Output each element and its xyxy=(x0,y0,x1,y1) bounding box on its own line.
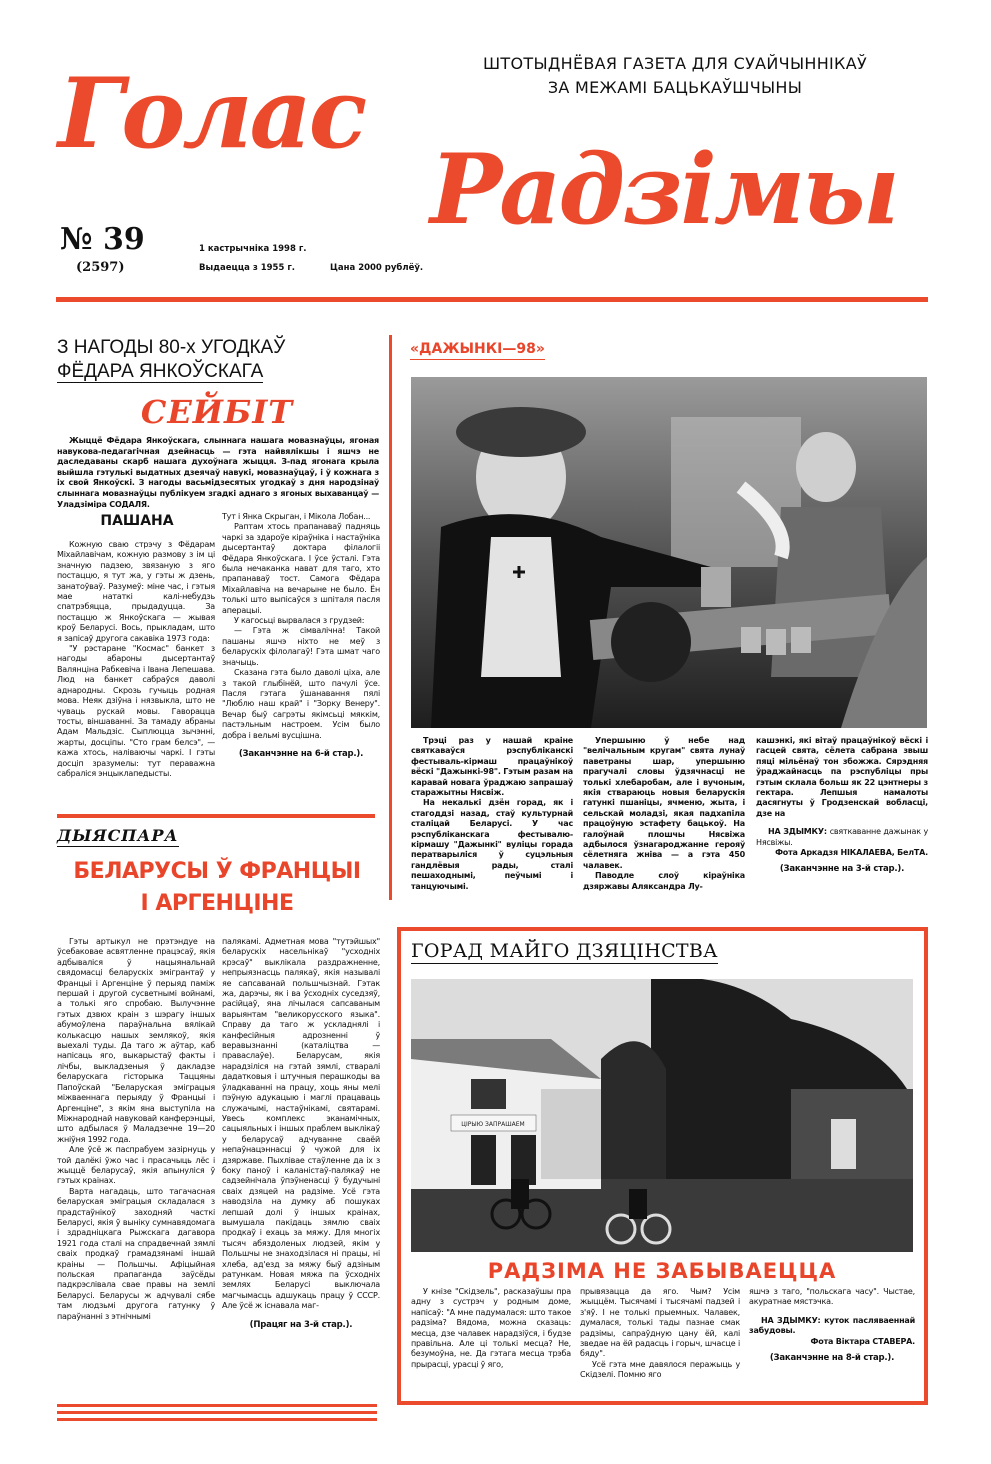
issue-date: 1 кастрычніка 1998 г. xyxy=(199,244,307,254)
paragraph: Гэты артыкул не прэтэндуе на ўсебаковае асвятленне працэсаў, якія адбываліся ў нацыянальнай свядомасці беларускіх эмігрантаў у Францыі і Аргенціне ў перыяд паміж першай і другой сусветнымі войнамі, а толькі яго спробаю. Вылучэнне гэтых дзвюх краін з шэрагу іншых абумоўлена параўнальна вялікай колькасцю нашых землякоў, якія выехалі туды. Да таго ж аўтар, каб напісаць яго, выкарыстаў факты і лічбы, выкладзеныя ў дакладзе беларускага гісторыка Таццяны Папоўскай "Беларуская эміграцыя міжваеннага перыяду ў Францыі і Аргенціне", з якім яна выступіла на Міжнароднай навуковай канферэнцыі, што адбылася ў Маладзечне 19—20 жніўня 1992 года. xyxy=(57,937,215,1144)
gorad-photo-credit: Фота Віктара СТАВЕРА. xyxy=(810,1336,915,1346)
paragraph: кашэнкі, які вітаў працаўнікоў вёскі і гасцей свята, сёлета сабрана звыш пяці мільёнаў тон збожжа. Сярэдняя ўраджайнасць па рэспубліцы пры гэтым склала больш як 22 цэнтнеры з гектара. Лепшыя намалоты дасягнуты ў Гродзенскай вобласці, дзе на xyxy=(756,736,928,818)
kicker-line2: ФЁДАРА ЯНКОЎСКАГА xyxy=(57,361,264,382)
issue-total: (2597) xyxy=(76,260,125,275)
kicker-line1: З НАГОДЫ 80-х УГОДКАЎ xyxy=(57,337,286,358)
issue-number: № 39 xyxy=(60,222,145,257)
headline-line1: БЕЛАРУСЫ Ў ФРАНЦЫІ xyxy=(73,859,361,884)
caption-text: куток пасляваеннай забудовы. xyxy=(749,1315,915,1336)
issue-price: Цана 2000 рублёў. xyxy=(330,263,424,273)
paragraph: "У рэстаране "Космас" банкет з нагоды абароны дысертантаў Валянціна Рабкевіча і Івана Лепешава. Люд на банкет сабраўся даволі аднародны. Скрозь гучыць родная мова. Неяк дзіўна і нязвыкла, што не чуваць рускай мовы. Гаворацца тосты, віншаванні. За тамаду абраны Адам Мальдзіс. Сыплюцца зычэнні, жарты, досціпы. "Сто грам белсэ", — кажа хтось, наліваючы чаркі. І гэты досціп зразумелы: тут пераважна сабраліся энцыклапедысты. xyxy=(57,644,215,778)
paragraph: Але ўсё ж паспрабуем зазірнуць у той далёкі ўжо час і прасачыць лёс і жыццё беларусаў, якія апынуліся ў гэтых краінах. xyxy=(57,1145,215,1186)
masthead-title-radzimy: Радзімы xyxy=(430,133,897,246)
diaspora-headline xyxy=(52,856,382,920)
published-since: Выдаецца з 1955 г. xyxy=(199,263,296,273)
paragraph: Трэці раз у нашай краіне святкаваўся рэспубліканскі фестываль-кірмаш працаўнікоў вёскі "Дажынкі-98". Гэтым разам на каравай новага ўраджаю запрашаў старажытны Нясвіж. xyxy=(411,736,573,798)
diaspora-kicker: ДЫЯСПАРА xyxy=(57,826,179,845)
gorad-col3 xyxy=(749,1287,915,1395)
paragraph: — Гэта ж сімвалічна! Такой пашаны яшчэ ніхто не меў з беларускіх філолагаў! Гэта шмат чаго значыць. xyxy=(222,626,380,667)
paragraph: Варта нагадаць, што тагачасная беларуская эміграцыя складалася з прадстаўнікоў заходняй часткі Беларусі, якія ў выніку сумнавядомага і здрадніцкага Рыжскага дагавора 1921 года сталі на спрадвечнай зямлі сваіх продкаў грамадзянамі іншай краіны — Польшчы. Афіцыйная польская прапаганда заўсёды падкрэслівала свае правы на землі Беларусі. Беларусы ж адчувалі сябе там людзьмі другога гатунку ў параўнанні з этнічнымі xyxy=(57,1186,215,1321)
seibit-subhead: ПАШАНА xyxy=(100,513,174,529)
seibit-col1 xyxy=(57,540,215,802)
seibit-kicker xyxy=(57,336,357,384)
paragraph: Упершыню ў небе над "велічальным кругам" свята лунаў паветраны шар, упершыню прагучалі словы ўдзячнасці не толькі хлебаробам, але і вучоным, якія ствараюць новыя беларускія гатункі пшаніцы, ячменю, жыта, і сельскай моладзі, якая падхапіла працоўную эстафету бацькоў. На галоўнай плошчы Нясвіжа адбылося ўзнагароджанне герояў сёлетняга жніва — а гэта 450 чалавек. xyxy=(583,736,745,870)
paragraph: Сказана гэта было даволі ціха, але з такой глыбінёй, што пачулі ўсе. Пасля гэтага ўшанавання пялі "Люблю наш край" і "Зорку Венеру". Вечар быў сагрэты якімсьці мяккім, пастэльным настроем. Усім было добра і вельмі вусцішна. xyxy=(222,668,380,740)
bottom-rules xyxy=(57,1404,377,1421)
paragraph: Усё гэта мне давялося перажыць у Скідзелі. Помню яго xyxy=(580,1359,740,1380)
seibit-lead xyxy=(57,436,379,508)
dazhynki-photo-caption xyxy=(756,827,928,848)
tagline-line2: ЗА МЕЖАМІ БАЦЬКАЎШЧЫНЫ xyxy=(547,78,803,97)
masthead-tagline xyxy=(440,52,910,100)
diaspora-continued: (Працяг на 3-й стар.). xyxy=(249,1319,353,1330)
paragraph: У кагосьці вырвалася з грудзей: xyxy=(234,616,365,626)
paragraph: яшчэ з таго, "польскага часу". Чыстае, акуратнае мястэчка. xyxy=(749,1287,915,1307)
diaspora-col2 xyxy=(222,937,380,1397)
dazhynki-col3 xyxy=(756,736,928,916)
masthead-divider xyxy=(56,297,928,302)
caption-text: святкаванне дажынак у Нясвіжы. xyxy=(756,827,928,847)
paragraph: Раптам хтось прапанаваў падняць чаркі за здароўе кіраўніка і настаўніка дысертантаў доктара філалогіі Фёдара Янкоўскага. І ўсе ўсталі. Гэта была нечаканка нават для таго, хто прапанаваў тост. Самога Фёдара Міхайлавіча на вечарыне не было. Ён толькі што выпісаўся з шпіталя пасля аперацыі. xyxy=(222,522,380,615)
caption-label: НА ЗДЫМКУ: xyxy=(761,1315,821,1325)
diaspora-col1 xyxy=(57,937,215,1397)
dazhynki-photo xyxy=(411,377,927,728)
headline-line2: І АРГЕНЦІНЕ xyxy=(140,891,294,916)
seibit-continued: (Заканчэнне на 6-й стар.). xyxy=(238,748,364,759)
column-divider xyxy=(389,335,392,900)
gorad-kicker: ГОРАД МАЙГО ДЗЯЦІНСТВА xyxy=(411,940,718,962)
section-divider xyxy=(57,814,375,818)
gorad-headline: РАДЗІМА НЕ ЗАБЫВАЕЦЦА xyxy=(487,1259,837,1283)
dazhynki-col1 xyxy=(411,736,573,916)
gorad-col2 xyxy=(580,1287,740,1395)
paragraph: Кожную сваю стрэчу з Фёдарам Міхайлавічам, кожную размову з ім ці значную падзею, звязаную з яго постаццю, я тут жа, у гэты ж дзень, занатоўваў. Разумеў: міне час, і гэтыя мае нататкі калі-небудзь спатрэбяцца, прыдадуцца. За постаццю ж Янкоўскага — жывая кроў Беларусі. Вось, прыкладам, што я запісаў другога сакавіка 1973 года: xyxy=(57,540,215,643)
seibit-col2 xyxy=(222,512,380,808)
paragraph: прывязацца да яго. Чым? Усім жыццём. Тысячамі і тысячамі падзей і з'яў. І не толькі прыемных. Чалавек, думалася, толькі тады пазнае смак радзімы, сапраўдную цану ёй, калі зведае на ёй радасць і горыч, шчасце і бяду". xyxy=(580,1287,740,1359)
paragraph: Тут і Янка Скрыган, і Мікола Лобан... xyxy=(222,512,371,521)
lead-text: Жыццё Фёдара Янкоўскага, слыннага нашага мовазнаўцы, ягоная навукова-педагагічная дзейнасць — гэта найвялікшы і яшчэ не даследаваны скарб нашага духоўнага жыцця. З-пад ягонага крыла выйшла гэтулькі выдатных дзеячаў навукі, мовазнаўцаў, і ў кожнага з іх свой Янкоўскі. З нагоды васьмідзесятых угодкаў з дня народзінаў слыннага мовазнаўцы публікуем згадкі аднаго з ягоных выхаванцаў — Уладзіміра СОДАЛЯ. xyxy=(57,436,379,508)
masthead-title-golas: Голас xyxy=(58,57,365,170)
gorad-col1 xyxy=(411,1287,571,1395)
gorad-continued: (Заканчэнне на 8-й стар.). xyxy=(769,1353,895,1364)
paragraph: На некалькі дзён горад, як і стагоддзі назад, стаў культурнай сталіцай Беларусі. У час рэспубліканскага фестывалю-кірмашу "Дажынкі" вуліцы горада ператварыліся ў суцэльныя гандлёвыя рады, сталі пешаходнымі, пеўчымі і танцуючымі. xyxy=(411,798,573,891)
gorad-photo-caption xyxy=(749,1316,915,1337)
caption-label: НА ЗДЫМКУ: xyxy=(768,827,827,837)
paragraph: Паводле слоў кіраўніка дзяржавы Аляксандра Лу- xyxy=(583,871,745,891)
gorad-photo-illustration xyxy=(411,979,913,1252)
dazhynki-photo-credit: Фота Аркадзя НІКАЛАЕВА, БелТА. xyxy=(775,848,928,858)
dazhynki-photo-illustration xyxy=(411,377,927,728)
dazhynki-continued: (Заканчэнне на 3-й стар.). xyxy=(779,864,905,875)
shop-sign: ЦІРЫЮ ЗАПРАШАЕМ xyxy=(461,1121,525,1128)
dazhynki-col2 xyxy=(583,736,745,916)
paragraph: У кнізе "Скідзель", расказаўшы пра адну з сустрэч у родным доме, напісаў: "А мне падумалася: што такое радзіма? Вядома, можна сказаць: месца, дзе чалавек нарадзіўся, і будзе правільна. Але ці толькі месца? Не, безумоўна, не. Да гэтага месца трэба прырасці, урасці ў яго, xyxy=(411,1287,571,1369)
tagline-line1: ШТОТЫДНЁВАЯ ГАЗЕТА ДЛЯ СУАЙЧЫННІКАЎ xyxy=(483,54,867,73)
seibit-headline: СЕЙБІТ xyxy=(140,393,294,431)
paragraph: палякамі. Адметная мова "тутэйшых" беларускіх насельнікаў "усходніх крэсаў" выклікала раздражненне, непрыязнасць палякаў, якія называлі яе сапсаванай польшчызнай. Гэтак жа, дарэчы, як і ва ўсходніх суседзяў, расійцаў, яна лічылася сапсаваным варыянтам "великорусского языка". Справу да таго ж ускладнялі і канфесійныя адрозненні ў веравызнанні (каталіцтва — праваслаўе). Беларусам, якія нарадзіліся на гэтай зямлі, стваралі дадатковыя і штучныя перашкоды ва ўладкаванні на працу, хоць яны мелі пэўную адукацыю і маглі працаваць служачымі, настаўнікамі, святарамі. Увесь комплекс эканамічных, сацыяльных і іншых праблем выклікаў у беларусаў адчуванне сваёй непаўнацэннасці ў чужой для іх дзяржаве. Пыхлівае стаўленне да іх з боку паноў і каланістаў-палякаў не садзейнічала ўпэўненасці ў будучыні сваіх дзяцей на радзіме. Усё гэта наводзіла на думку аб пошуках лепшай долі ў іншых краінах, вымушала пакідаць зямлю сваіх продкаў і ехаць за мяжу. Для многіх тысяч абяздоленых людзей, якім у Польшчы не знаходзілася ні працы, ні хлеба, ад'езд за мяжу быў адзіным ратункам. Новая мяжа па ўсходніх землях Беларусі выключала магчымасць адшукаць працу ў СССР. Але ўсё ж існавала маг- xyxy=(222,937,380,1311)
gorad-photo xyxy=(411,979,913,1252)
dazhynki-kicker: «ДАЖЫНКІ—98» xyxy=(410,340,545,360)
